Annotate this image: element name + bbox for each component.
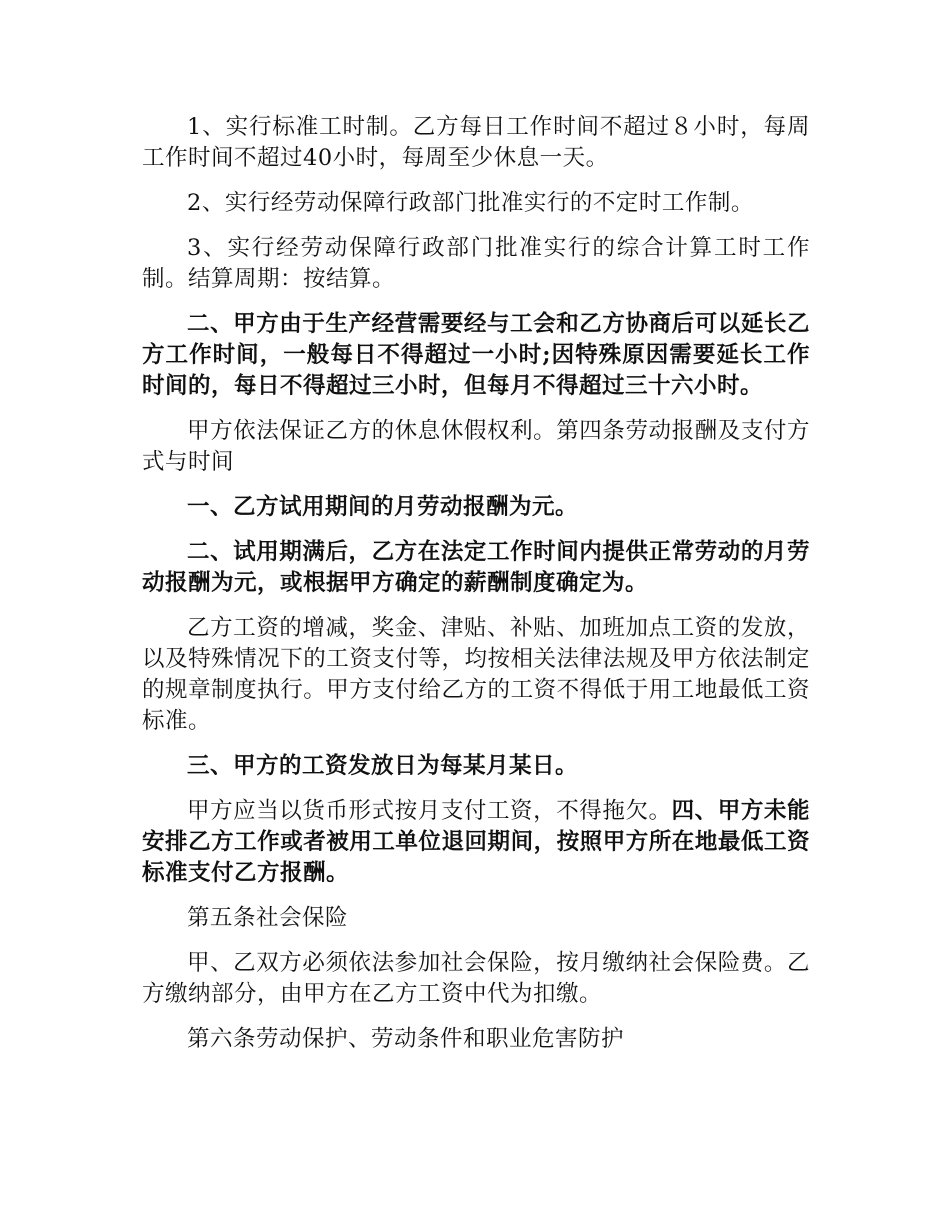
idle-period-pay-text: 四、甲方未能安排乙方工作或者被用工单位退回期间，按照甲方所在地最低工资标准支付乙方报酬。 [142,798,810,886]
paragraph-rest-rights: 甲方依法保证乙方的休息休假权利。第四条劳动报酬及支付方式与时间 [142,418,810,475]
paragraph-comprehensive-hours: 3、实行经劳动保障行政部门批准实行的综合计算工时工作制。结算周期：按结算。 [142,235,810,292]
paragraph-post-probation-pay: 二、试用期满后，乙方在法定工作时间内提供正常劳动的月劳动报酬为元，或根据甲方确定的薪酬制度确定为。 [142,539,810,596]
currency-payment-text: 甲方应当以货币形式按月支付工资，不得拖欠。 [187,798,672,824]
section-heading-labor-protection: 第六条劳动保护、劳动条件和职业危害防护 [187,1026,625,1052]
paragraph-standard-hours: 1、实行标准工时制。乙方每日工作时间不超过８小时，每周工作时间不超过40小时，每周至少休息一天。 [142,114,810,171]
paragraph-currency-payment [142,796,810,889]
section-heading-social-insurance: 第五条社会保险 [187,905,349,931]
paragraph-wage-adjustments: 乙方工资的增减，奖金、津贴、补贴、加班加点工资的发放，以及特殊情况下的工资支付等，均按相关法律法规及甲方依法制定的规章制度执行。甲方支付给乙方的工资不得低于用工地最低工资标准。 [142,615,810,734]
paragraph-payday: 三、甲方的工资发放日为每某月某日。 [187,753,579,779]
paragraph-flexible-hours: 2、实行经劳动保障行政部门批准实行的不定时工作制。 [187,190,754,216]
paragraph-social-insurance: 甲、乙双方必须依法参加社会保险，按月缴纳社会保险费。乙方缴纳部分，由甲方在乙方工资中代为扣缴。 [142,950,810,1007]
document-page [142,112,810,1069]
paragraph-overtime-limits: 二、甲方由于生产经营需要经与工会和乙方协商后可以延长乙方工作时间，一般每日不得超过一小时;因特殊原因需要延长工作时间的，每日不得超过三小时，但每月不得超过三十六小时。 [142,311,810,399]
paragraph-probation-pay: 一、乙方试用期间的月劳动报酬为元。 [187,494,579,520]
